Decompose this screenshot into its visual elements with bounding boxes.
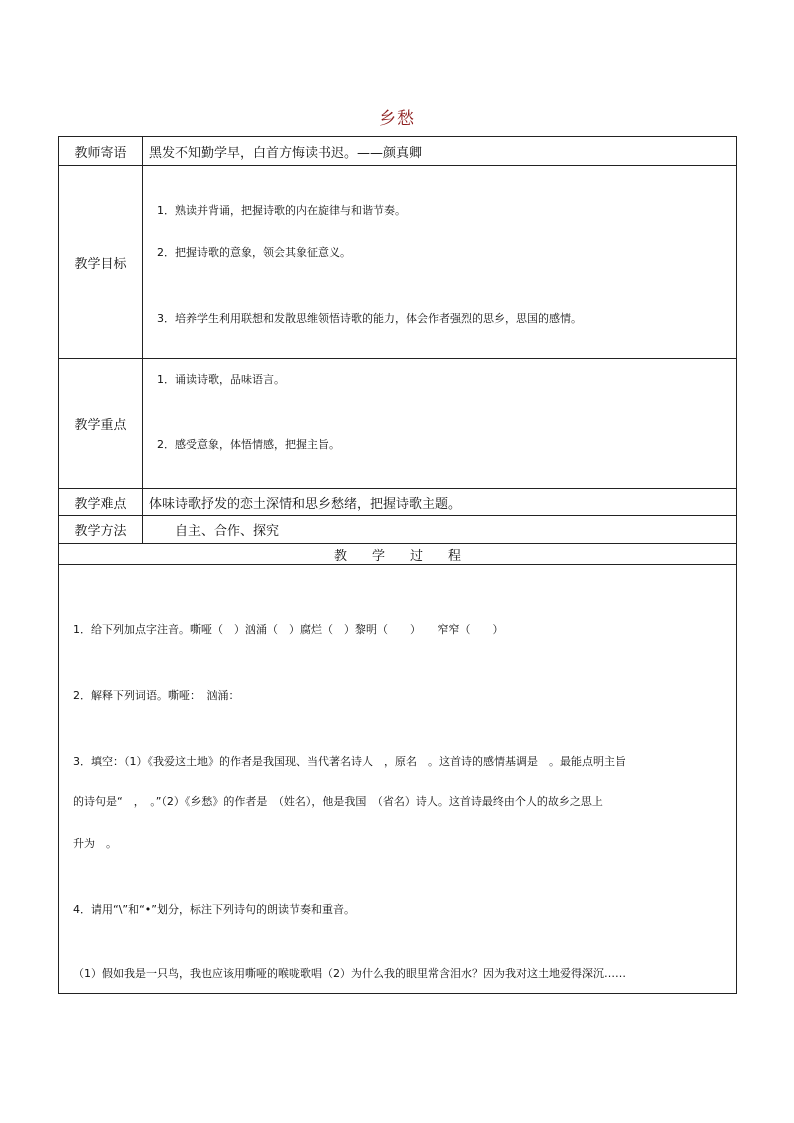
process-line: 升为 。: [73, 837, 117, 850]
goals-cell: [143, 166, 737, 359]
goal-item: 2．把握诗歌的意象，领会其象征意义。: [157, 246, 351, 259]
process-line: 的诗句是“ ， 。”（2）《乡愁》的作者是 （姓名），他是我国 （省名）诗人。这首诗最终由个人的故乡之思上: [73, 795, 603, 808]
process-header-char: 程: [447, 548, 461, 564]
motto-label: 教师寄语: [59, 137, 143, 166]
table-row-motto: [59, 137, 737, 166]
table-row-process: [59, 565, 737, 994]
process-line: 1．给下列加点字注音。嘶哑（ ）汹涌（ ）腐烂（ ）黎明（ ） 窄窄（ ）: [73, 623, 504, 636]
key-point-item: 1．诵读诗歌，品味语言。: [157, 373, 285, 386]
table-row-process-header: [59, 544, 737, 565]
process-line: （1）假如我是一只鸟，我也应该用嘶哑的喉咙歌唱（2）为什么我的眼里常含泪水？因为我对这土地爱得深沉……: [73, 967, 626, 980]
key-points-label: 教学重点: [59, 359, 143, 489]
process-line: 2．解释下列词语。嘶哑： 汹涌：: [73, 689, 240, 702]
goal-item: 3．培养学生利用联想和发散思维领悟诗歌的能力，体会作者强烈的思乡，思国的感情。: [157, 312, 582, 325]
goal-item: 1．熟读并背诵，把握诗歌的内在旋律与和谐节奏。: [157, 204, 406, 217]
process-header-char: 过: [409, 548, 423, 564]
goals-label: 教学目标: [59, 166, 143, 359]
table-row-goals: [59, 166, 737, 359]
process-header-char: 教: [333, 548, 347, 564]
methods-label: 教学方法: [59, 516, 143, 544]
methods-value: 自主、合作、探究: [143, 516, 737, 544]
table-row-key-points: [59, 359, 737, 489]
table-row-methods: [59, 516, 737, 544]
page-title: 乡愁: [379, 109, 415, 129]
process-line: 3．填空：（1）《我爱这土地》的作者是我国现、当代著名诗人 ，原名 。这首诗的感情基调是 。最能点明主旨: [73, 755, 626, 768]
process-cell: [59, 565, 737, 994]
key-point-item: 2．感受意象，体悟情感，把握主旨。: [157, 438, 340, 451]
difficulties-value: 体味诗歌抒发的恋土深情和思乡愁绪，把握诗歌主题。: [143, 489, 737, 516]
key-points-cell: [143, 359, 737, 489]
difficulties-label: 教学难点: [59, 489, 143, 516]
lesson-plan-table: [58, 136, 737, 994]
process-line: 4．请用“\”和“•”划分，标注下列诗句的朗读节奏和重音。: [73, 903, 355, 916]
motto-value: 黑发不知勤学早，白首方悔读书迟。——颜真卿: [143, 137, 737, 166]
table-row-difficulties: [59, 489, 737, 516]
process-header-char: 学: [371, 548, 385, 564]
process-header: [59, 544, 737, 565]
